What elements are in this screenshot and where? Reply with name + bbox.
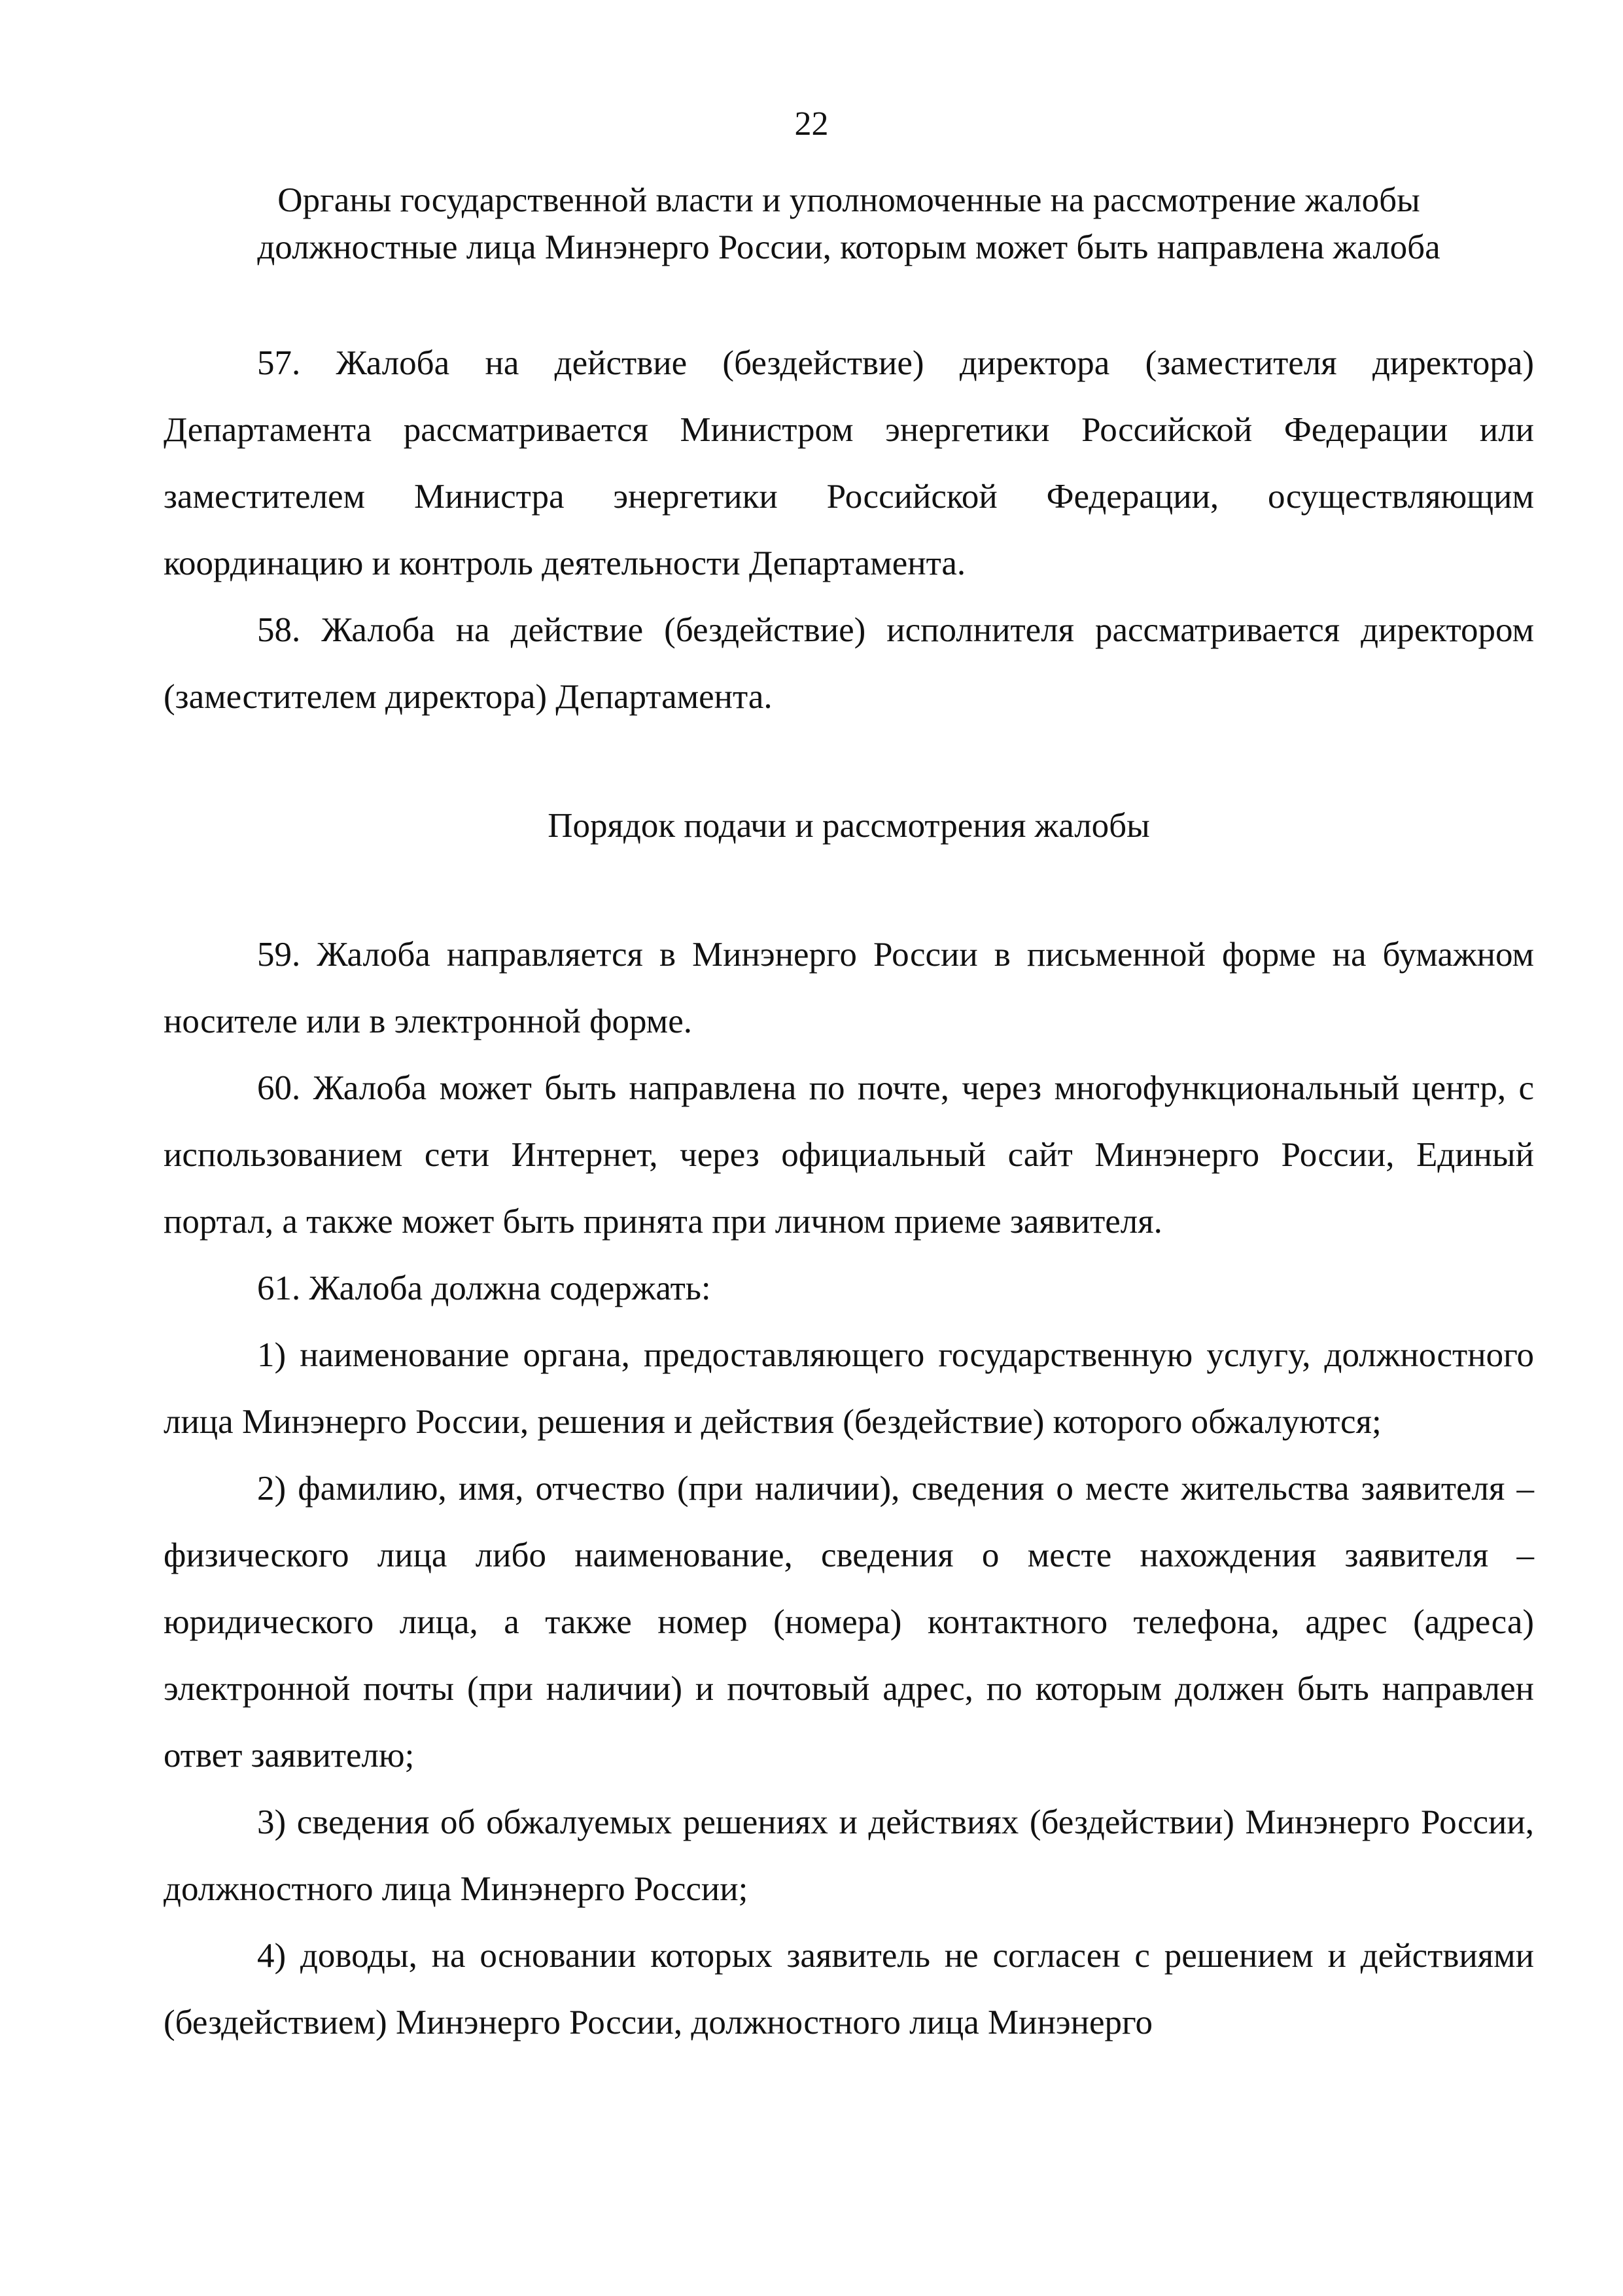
paragraph-60: 60. Жалоба может быть направлена по почте, через многофункциональный центр, с использованием сети Интернет, через официальный сайт Минэнерго России, Единый портал, а также может быть принята при личном приеме заявителя. — [164, 1069, 1534, 1241]
heading-line-1: Органы государственной власти и уполномоченные на рассмотрение жалобы — [277, 181, 1420, 219]
paragraph-58: 58. Жалоба на действие (бездействие) исполнителя рассматривается директором (заместителем директора) Департамента. — [164, 611, 1534, 716]
list-item-4: 4) доводы, на основании которых заявитель не согласен с решением и действиями (бездействием) Минэнерго России, должностного лица Минэнерго — [164, 1937, 1534, 2041]
heading-line-2: должностные лица Минэнерго России, которым может быть направлена жалоба — [257, 228, 1440, 266]
list-item-3: 3) сведения об обжалуемых решениях и действиях (бездействии) Минэнерго России, должностного лица Минэнерго России; — [164, 1803, 1534, 1908]
list-item-1: 1) наименование органа, предоставляющего государственную услугу, должностного лица Минэнерго России, решения и действия (бездействие) которого обжалуются; — [164, 1336, 1534, 1441]
list-item-2: 2) фамилию, имя, отчество (при наличии), сведения о месте жительства заявителя – физического лица либо наименование, сведения о месте нахождения заявителя – юридического лица, а также номер (номера) контактного телефона, адрес (адреса) электронной почты (при наличии) и почтовый адрес, по которым должен быть направлен ответ заявителю; — [164, 1470, 1534, 1775]
document-body — [164, 177, 1534, 2056]
section-heading-procedure: Порядок подачи и рассмотрения жалобы — [548, 807, 1150, 845]
paragraph-59: 59. Жалоба направляется в Минэнерго России в письменной форме на бумажном носителе или в электронной форме. — [164, 936, 1534, 1040]
paragraph-61: 61. Жалоба должна содержать: — [257, 1269, 711, 1307]
page-number: 22 — [794, 105, 829, 143]
section-heading-authorities — [164, 177, 1534, 271]
paragraph-57: 57. Жалоба на действие (бездействие) директора (заместителя директора) Департамента рассматривается Министром энергетики Российской Федерации или заместителем Министра энергетики Российской Федерации, осуществляющим координацию и контроль деятельности Департамента. — [164, 344, 1534, 582]
